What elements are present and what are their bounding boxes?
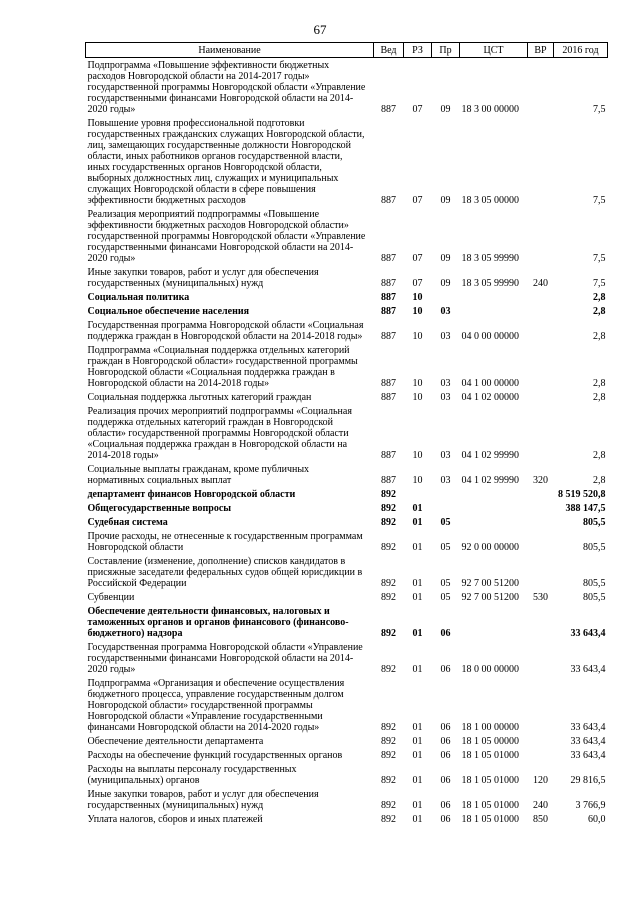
header-name: Наименование [86,43,374,58]
cell-vr [528,390,554,404]
cell-amount: 805,5 [583,542,606,553]
cell-rz: 07 [412,195,423,206]
cell-name: Государственная программа Новгородской области «Управление государственными финансами Новгородской области на 2014-2020 годы» [87,642,363,675]
table-row [86,58,608,117]
cell-ved: 892 [381,814,396,825]
cell-vr [528,207,554,265]
cell-pr: 09 [440,253,451,264]
table-row [86,487,608,501]
cell-cst: 18 1 00 00000 [461,722,519,733]
cell-rz [404,487,432,501]
cell-rz: 10 [412,331,423,342]
header-ved: Вед [374,43,404,58]
cell-vr [528,640,554,676]
cell-ved: 892 [381,592,396,603]
cell-cst [460,290,528,304]
cell-rz: 10 [412,306,423,317]
cell-cst: 92 7 00 51200 [461,578,519,589]
cell-amount: 2,8 [593,392,606,403]
cell-amount: 33 643,4 [570,628,606,639]
cell-ved: 892 [381,775,396,786]
table-row [86,640,608,676]
cell-cst: 18 3 00 00000 [461,104,519,115]
cell-rz: 07 [412,104,423,115]
cell-vr [528,515,554,529]
cell-amount: 3 766,9 [575,800,606,811]
cell-vr: 320 [533,475,548,486]
cell-cst [460,304,528,318]
cell-amount: 805,5 [583,592,606,603]
table-row [86,787,608,812]
cell-rz: 01 [412,664,423,675]
cell-name: департамент финансов Новгородской области [87,489,296,500]
cell-cst: 18 1 05 00000 [461,736,519,747]
cell-cst: 18 0 00 00000 [461,664,519,675]
cell-cst: 04 1 02 99990 [461,450,519,461]
cell-amount: 388 147,5 [565,503,606,514]
header-rz: РЗ [404,43,432,58]
table-row [86,812,608,826]
cell-name: Подпрограмма «Повышение эффективности бюджетных расходов Новгородской области на 2014-2017 годы» государственной программы Новгородской области «Управление государственными финансами Новгородской области на 2014-2020 годы» [87,60,366,115]
cell-amount: 2,8 [593,378,606,389]
cell-pr: 03 [440,331,451,342]
cell-amount: 7,5 [593,104,606,115]
cell-vr [528,501,554,515]
cell-cst: 04 1 02 99990 [461,475,519,486]
table-row [86,748,608,762]
cell-amount: 33 643,4 [570,736,606,747]
cell-vr: 240 [533,800,548,811]
cell-name: Государственная программа Новгородской области «Социальная поддержка граждан в Новгородской области на 2014-2018 годы» [87,320,364,342]
cell-cst: 04 1 00 00000 [461,378,519,389]
cell-name: Социальное обеспечение населения [87,306,250,317]
cell-name: Расходы на обеспечение функций государственных органов [87,750,343,761]
cell-pr: 03 [440,475,451,486]
cell-ved: 887 [381,331,396,342]
cell-ved: 892 [381,503,396,514]
cell-cst [460,515,528,529]
cell-pr: 05 [440,592,451,603]
cell-vr [528,58,554,117]
cell-vr [528,734,554,748]
cell-pr: 06 [440,736,451,747]
cell-amount: 33 643,4 [570,722,606,733]
cell-pr: 06 [440,800,451,811]
cell-ved: 887 [381,450,396,461]
table-header-row [86,43,608,58]
cell-vr [528,343,554,390]
cell-vr [528,290,554,304]
cell-cst: 18 1 05 01000 [461,750,519,761]
cell-rz: 10 [412,392,423,403]
cell-pr: 03 [440,306,451,317]
cell-rz: 01 [412,628,423,639]
cell-cst: 04 0 00 00000 [461,331,519,342]
cell-amount: 7,5 [593,253,606,264]
cell-ved: 887 [381,195,396,206]
cell-vr [528,487,554,501]
cell-cst: 92 7 00 51200 [461,592,519,603]
table-row [86,462,608,487]
cell-rz: 10 [412,475,423,486]
table-row [86,501,608,515]
cell-amount: 29 816,5 [570,775,606,786]
budget-table [85,42,608,826]
cell-pr: 09 [440,278,451,289]
cell-cst: 18 1 05 01000 [461,775,519,786]
cell-vr [528,116,554,207]
cell-pr: 06 [440,814,451,825]
table-row [86,390,608,404]
cell-ved: 892 [381,664,396,675]
cell-vr [528,604,554,640]
cell-ved: 892 [381,628,396,639]
cell-vr: 850 [533,814,548,825]
cell-cst: 18 3 05 99990 [461,253,519,264]
table-row [86,554,608,590]
cell-name: Повышение уровня профессиональной подготовки государственных гражданских служащих Новгородской области, лиц, замещающих государственные должности Новгородской области, иных работников органов государственной власти, иных государственных органов Новгородской области, выборных должностных лиц, служащих и муниципальных служащих Новгородской области в сфере повышения эффективности бюджетных расходов [87,118,365,206]
cell-cst [460,487,528,501]
cell-pr [432,487,460,501]
cell-name: Обеспечение деятельности финансовых, налоговых и таможенных органов и органов финансового (финансово-бюджетного) надзора [87,606,349,639]
cell-name: Субвенции [87,592,135,603]
cell-ved: 892 [381,489,396,500]
cell-name: Уплата налогов, сборов и иных платежей [87,814,263,825]
cell-name: Социальные выплаты гражданам, кроме публичных нормативных социальных выплат [87,464,310,486]
cell-ved: 887 [381,378,396,389]
cell-amount: 2,8 [593,292,606,303]
table-row [86,343,608,390]
cell-pr: 06 [440,664,451,675]
cell-rz: 01 [412,517,423,528]
cell-cst: 18 1 05 01000 [461,800,519,811]
header-cst: ЦСТ [460,43,528,58]
cell-ved: 887 [381,278,396,289]
table-row [86,590,608,604]
cell-ved: 892 [381,517,396,528]
cell-amount: 805,5 [583,578,606,589]
table-row [86,404,608,462]
cell-pr: 03 [440,450,451,461]
cell-amount: 2,8 [593,450,606,461]
table-row [86,304,608,318]
cell-cst: 92 0 00 00000 [461,542,519,553]
cell-pr: 06 [440,722,451,733]
cell-cst [460,604,528,640]
cell-pr: 03 [440,392,451,403]
cell-ved: 892 [381,750,396,761]
table-row [86,265,608,290]
cell-cst [460,501,528,515]
cell-pr: 09 [440,104,451,115]
cell-vr: 240 [533,278,548,289]
cell-ved: 892 [381,736,396,747]
cell-vr [528,318,554,343]
cell-rz: 01 [412,736,423,747]
cell-rz: 01 [412,542,423,553]
cell-pr: 05 [440,578,451,589]
table-row [86,116,608,207]
cell-ved: 887 [381,253,396,264]
table-row [86,207,608,265]
cell-name: Реализация мероприятий подпрограммы «Повышение эффективности бюджетных расходов Новгородской области» государственной программы Новгородской области «Управление государственными финансами Новгородской области на 2014-2020 годы» [87,209,366,264]
header-pr: Пр [432,43,460,58]
table-row [86,290,608,304]
cell-name: Реализация прочих мероприятий подпрограммы «Социальная поддержка отдельных категорий граждан в Новгородской области» государственной программы Новгородской области «Социальная поддержка граждан в Новгородской области на 2014-2018 годы» [87,406,352,461]
cell-rz: 07 [412,278,423,289]
cell-name: Обеспечение деятельности департамента [87,736,264,747]
cell-vr [528,529,554,554]
table-row [86,529,608,554]
cell-pr: 09 [440,195,451,206]
cell-name: Прочие расходы, не отнесенные к государственным программам Новгородской области [87,531,363,553]
cell-ved: 887 [381,104,396,115]
cell-name: Иные закупки товаров, работ и услуг для обеспечения государственных (муниципальных) нужд [87,267,319,289]
cell-amount: 60,0 [588,814,606,825]
cell-pr: 05 [440,517,451,528]
cell-vr [528,304,554,318]
cell-name: Расходы на выплаты персоналу государственных (муниципальных) органов [87,764,297,786]
cell-rz: 01 [412,592,423,603]
cell-pr: 06 [440,628,451,639]
cell-name: Общегосударственные вопросы [87,503,232,514]
header-year: 2016 год [554,43,608,58]
table-row [86,676,608,734]
cell-name: Подпрограмма «Организация и обеспечение осуществления бюджетного процесса, управление государственным долгом Новгородской области» государственной программы Новгородской области «Управление государственными финансами Новгородской области на 2014-2020 годы» [87,678,345,733]
cell-vr [528,748,554,762]
cell-vr [528,676,554,734]
cell-vr [528,554,554,590]
cell-amount: 33 643,4 [570,750,606,761]
cell-amount: 2,8 [593,306,606,317]
cell-pr [432,290,460,304]
cell-cst: 18 1 05 01000 [461,814,519,825]
cell-ved: 887 [381,475,396,486]
cell-vr: 120 [533,775,548,786]
cell-cst: 18 3 05 99990 [461,278,519,289]
cell-rz: 01 [412,722,423,733]
table-body [86,58,608,827]
cell-amount: 2,8 [593,475,606,486]
cell-rz: 01 [412,578,423,589]
cell-name: Судебная система [87,517,168,528]
cell-rz: 01 [412,503,423,514]
cell-ved: 887 [381,306,396,317]
cell-cst: 18 3 05 00000 [461,195,519,206]
cell-ved: 892 [381,722,396,733]
cell-vr: 530 [533,592,548,603]
cell-vr [528,404,554,462]
cell-rz: 01 [412,800,423,811]
cell-rz: 01 [412,750,423,761]
cell-pr: 05 [440,542,451,553]
cell-name: Подпрограмма «Социальная поддержка отдельных категорий граждан в Новгородской области» государственной программы Новгородской области «Социальная поддержка граждан в Новгородской области на 2014-2018 годы» [87,345,358,389]
cell-ved: 887 [381,292,396,303]
cell-pr: 03 [440,378,451,389]
cell-pr: 06 [440,775,451,786]
cell-ved: 892 [381,800,396,811]
cell-rz: 10 [412,378,423,389]
cell-cst: 04 1 02 00000 [461,392,519,403]
cell-rz: 01 [412,775,423,786]
cell-name: Социальная поддержка льготных категорий граждан [87,392,312,403]
table-row [86,318,608,343]
cell-rz: 01 [412,814,423,825]
cell-amount: 7,5 [593,278,606,289]
table-row [86,515,608,529]
cell-rz: 07 [412,253,423,264]
cell-amount: 7,5 [593,195,606,206]
cell-amount: 8 519 520,8 [558,489,606,500]
cell-name: Составление (изменение, дополнение) списков кандидатов в присяжные заседатели федеральных судов общей юрисдикции в Российской Федерации [87,556,363,589]
table-row [86,762,608,787]
cell-pr: 06 [440,750,451,761]
header-vr: ВР [528,43,554,58]
cell-ved: 892 [381,578,396,589]
cell-rz: 10 [412,450,423,461]
cell-pr [432,501,460,515]
page-number: 67 [313,22,327,37]
table-row [86,604,608,640]
table-row [86,734,608,748]
cell-name: Социальная политика [87,292,190,303]
cell-amount: 2,8 [593,331,606,342]
cell-ved: 887 [381,392,396,403]
cell-amount: 33 643,4 [570,664,606,675]
cell-name: Иные закупки товаров, работ и услуг для обеспечения государственных (муниципальных) нужд [87,789,319,811]
cell-amount: 805,5 [583,517,606,528]
cell-rz: 10 [412,292,423,303]
cell-ved: 892 [381,542,396,553]
